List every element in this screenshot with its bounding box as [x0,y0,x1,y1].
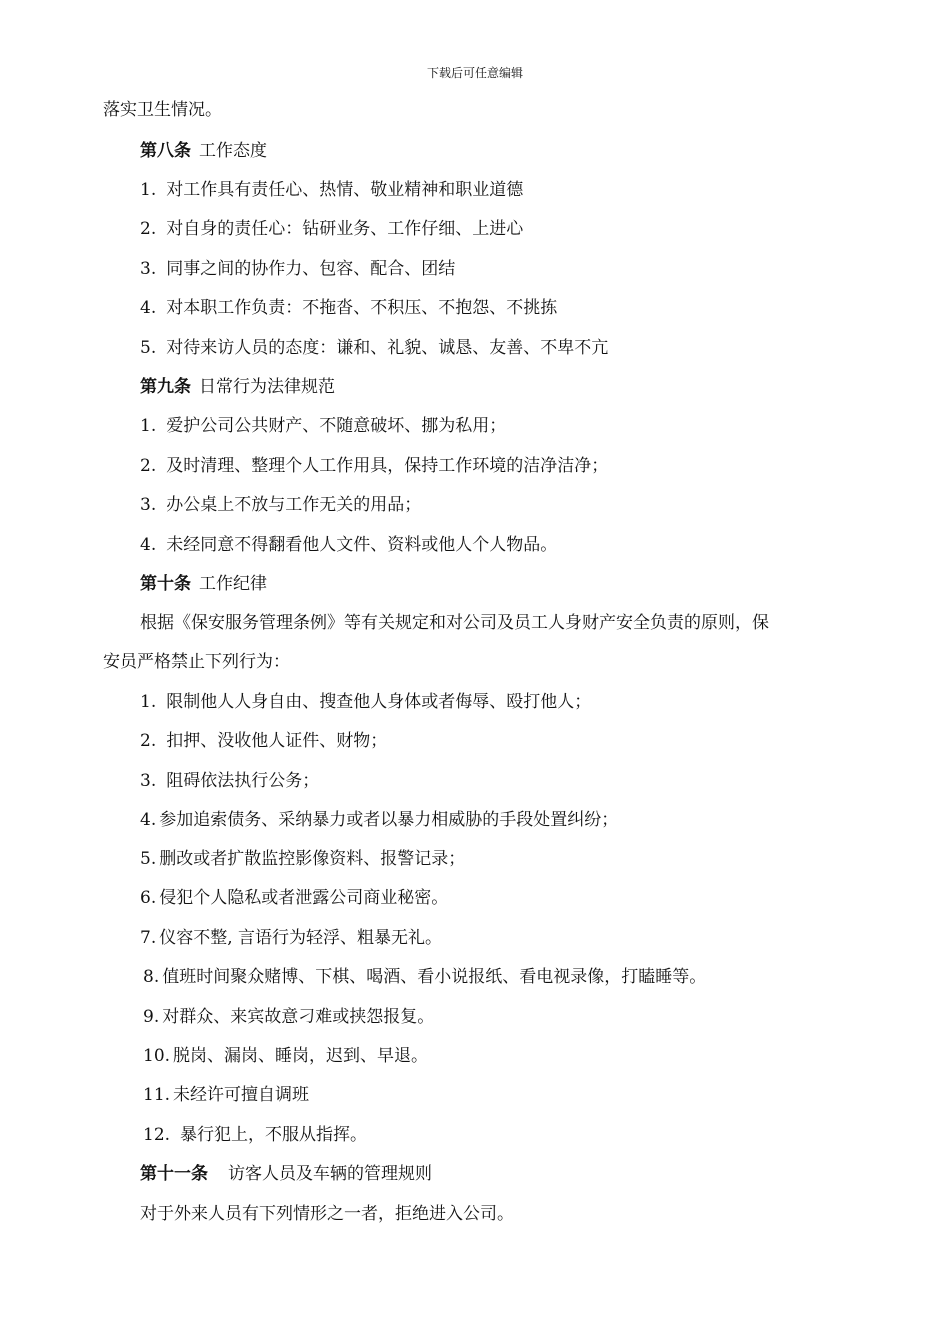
text-line: 落实卫生情况。 [103,100,222,120]
item-number: 2. [140,731,157,751]
item-text: 删改或者扩散监控影像资料、报警记录； [159,849,466,869]
article-label: 第十条 [140,574,191,594]
item-number: 4. [140,535,157,555]
article-10-heading [140,573,267,595]
list-item [140,927,442,949]
article-title: 日常行为法律规范 [199,377,335,397]
item-number: 3. [140,771,157,791]
article-title: 访客人员及车辆的管理规则 [228,1164,432,1184]
list-item [140,337,608,359]
article-label: 第十一条 [140,1164,208,1184]
list-item [140,415,506,437]
item-text: 侵犯个人隐私或者泄露公司商业秘密。 [159,888,449,908]
article-9-heading [140,376,335,398]
item-number: 5. [140,849,157,869]
item-text: 阻碍依法执行公务； [166,771,320,791]
item-number: 8. [143,967,160,987]
item-text: 对工作具有责任心、热情、敬业精神和职业道德 [166,180,524,200]
item-number: 1. [140,692,157,712]
item-number: 7. [140,928,157,948]
item-number: 10. [143,1046,171,1066]
paragraph-line: 对于外来人员有下列情形之一者，拒绝进入公司。 [140,1204,514,1224]
item-text: 暴行犯上，不服从指挥。 [180,1125,368,1145]
item-number: 2. [140,456,157,476]
list-item [140,770,319,792]
item-number: 3. [140,259,157,279]
item-text: 对群众、来宾故意刁难或挟怨报复。 [162,1007,435,1027]
paragraph-line: 根据《保安服务管理条例》等有关规定和对公司及员工人身财产安全负责的原则，保 [140,613,769,633]
item-text: 未经许可擅自调班 [173,1085,310,1105]
item-number: 12. [143,1125,171,1145]
list-item [140,691,591,713]
list-item [143,1045,428,1067]
item-text: 仪容不整, 言语行为轻浮、粗暴无礼。 [159,928,443,948]
item-number: 6. [140,888,157,908]
list-item [140,848,465,870]
list-item [143,1084,309,1106]
article-label: 第八条 [140,141,191,161]
item-text: 扣押、没收他人证件、财物； [166,731,388,751]
item-number: 11. [143,1085,171,1105]
list-item [140,730,387,752]
item-number: 1. [140,180,157,200]
list-item [140,455,608,477]
article-8-heading [140,140,267,162]
article-title: 工作纪律 [199,574,267,594]
list-item [140,297,557,319]
list-item [140,218,523,240]
item-text: 及时清理、整理个人工作用具，保持工作环境的洁净洁净； [166,456,609,476]
item-number: 2. [140,219,157,239]
page-header: 下载后可任意编辑 [426,66,523,80]
item-number: 1. [140,416,157,436]
item-text: 对自身的责任心：钻研业务、工作仔细、上进心 [166,219,524,239]
item-text: 限制他人人身自由、搜查他人身体或者侮辱、殴打他人； [166,692,592,712]
item-text: 对本职工作负责：不拖沓、不积压、不抱怨、不挑拣 [166,298,558,318]
list-item [143,966,706,988]
list-item [140,494,421,516]
item-text: 未经同意不得翻看他人文件、资料或他人个人物品。 [166,535,558,555]
item-number: 3. [140,495,157,515]
list-item [140,809,618,831]
list-item [140,534,557,556]
item-text: 爱护公司公共财产、不随意破坏、挪为私用； [166,416,507,436]
item-number: 4. [140,810,157,830]
item-text: 脱岗、漏岗、睡岗，迟到、早退。 [173,1046,429,1066]
item-text: 办公桌上不放与工作无关的用品； [166,495,422,515]
item-number: 4. [140,298,157,318]
article-label: 第九条 [140,377,191,397]
item-number: 9. [143,1007,160,1027]
list-item [143,1124,367,1146]
item-text: 同事之间的协作力、包容、配合、团结 [166,259,456,279]
item-number: 5. [140,338,157,358]
list-item [140,887,448,909]
paragraph-line: 安员严格禁止下列行为： [103,652,290,672]
list-item [143,1006,434,1028]
list-item [140,258,455,280]
item-text: 对待来访人员的态度：谦和、礼貌、诚恳、友善、不卑不亢 [166,338,609,358]
item-text: 值班时间聚众赌博、下棋、喝酒、看小说报纸、看电视录像，打瞌睡等。 [162,967,707,987]
item-text: 参加追索债务、采纳暴力或者以暴力相威胁的手段处置纠纷； [159,810,619,830]
article-11-heading [140,1163,432,1185]
article-title: 工作态度 [199,141,267,161]
list-item [140,179,523,201]
